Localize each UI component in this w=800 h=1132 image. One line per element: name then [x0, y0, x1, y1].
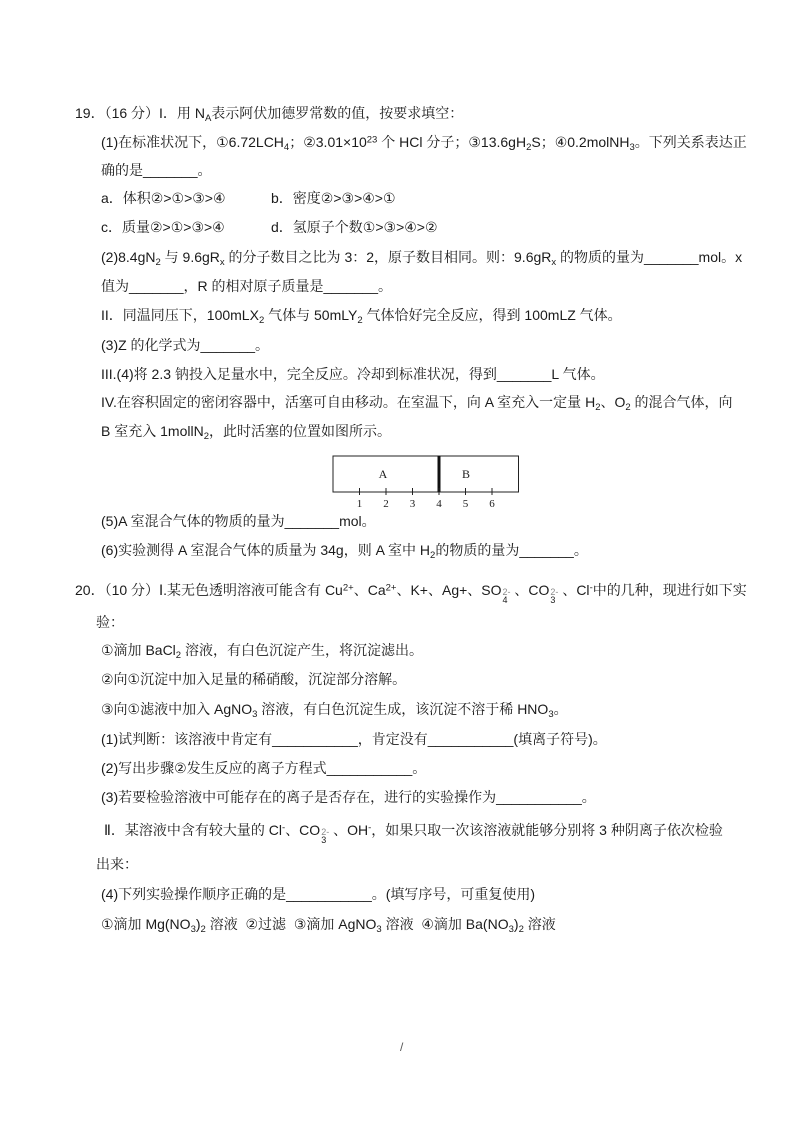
q20-part2: (2)写出步骤②发生反应的离子方程式___________。	[101, 760, 427, 776]
ion-index	[321, 828, 329, 844]
subscript: 2	[625, 401, 631, 413]
text-run: S；④0.2molNH	[531, 134, 630, 150]
text-run: 中的几种，现进行如下实	[592, 582, 747, 598]
q19-section-iv-line2	[101, 422, 391, 440]
scale-label: 5	[462, 498, 469, 510]
ion-charge: 2-	[502, 587, 511, 597]
subscript: 3	[548, 708, 554, 720]
ion-charge: 2-	[550, 587, 559, 597]
text-run: 溶液 ②过滤 ③滴加 AgNO	[205, 916, 377, 932]
text-run: 表示阿伏加德罗常数的值，按要求填空：	[211, 105, 464, 121]
text-run: 气体与 50mLY	[264, 307, 358, 323]
subscript: 4	[283, 141, 290, 153]
chamber-a-label: A	[378, 467, 388, 481]
text-run: Ⅱ．某溶液中含有较大量的 Cl	[104, 822, 283, 838]
text-run: 、Cl	[558, 582, 590, 598]
ion-charge: 2-	[321, 827, 330, 837]
text-run: 溶液，有白色沉淀生成，该沉淀不溶于稀 HNO	[257, 701, 549, 717]
ion-count: 3	[550, 595, 556, 605]
text-run: 的物质的量为_______mol。x	[556, 249, 743, 265]
text-run: )	[513, 916, 519, 932]
subscript: 2	[518, 923, 524, 935]
text-run: 个 HCl 分子；③13.6gH	[377, 134, 527, 150]
scale-label: 6	[489, 498, 495, 510]
subscript: 2	[357, 314, 363, 326]
q19-part6	[101, 541, 588, 559]
subscript: 3	[190, 923, 196, 935]
page-footer-mark: /	[400, 1040, 404, 1054]
subscript: 2	[203, 430, 209, 442]
q20-section-ii-line1	[104, 821, 723, 845]
q20-part1: (1)试判断：该溶液中肯定有___________，肯定没有___________(填离子符号)。	[101, 731, 607, 747]
text-run: 、OH	[329, 822, 369, 838]
text-run: IV.在容积固定的密闭容器中，活塞可自由移动。在室温下，向 A 室充入一定量 H	[101, 394, 596, 410]
text-run: 、CO	[285, 822, 321, 838]
superscript: -	[368, 822, 372, 834]
text-run: 、CO	[510, 582, 550, 598]
text-run: ；②3.01×10	[289, 134, 367, 150]
scale-label: 1	[356, 498, 363, 510]
q19-part3: (3)Z 的化学式为_______。	[101, 337, 270, 353]
superscript: -	[589, 582, 593, 594]
subscript: 2	[526, 141, 532, 153]
scale-label: 4	[436, 498, 442, 510]
scale-label: 2	[383, 498, 389, 510]
subscript: x	[219, 256, 225, 268]
text-run: 19．（16 分）I．用 N	[75, 105, 205, 121]
text-run: 20．（10 分）Ⅰ.某无色透明溶液可能含有 Cu	[75, 582, 343, 598]
q20-operation-options	[101, 915, 556, 933]
subscript: 2	[155, 256, 161, 268]
text-run: ①滴加 Mg(NO	[101, 916, 191, 932]
subscript: 3	[376, 923, 382, 935]
text-run: (2)8.4gN	[101, 249, 156, 265]
superscript: 23	[366, 134, 378, 146]
ion-count: 3	[321, 835, 327, 845]
text-run: 溶液 ④滴加 Ba(NO	[381, 916, 509, 932]
q19-option-b: b．密度②>③>④>①	[271, 190, 396, 206]
text-run: 。下列关系表达正	[634, 134, 747, 150]
scale-label: 3	[409, 498, 416, 510]
superscript: 2+	[385, 582, 397, 594]
ion-count: 4	[502, 595, 508, 605]
q20-step2: ②向①沉淀中加入足量的稀硝酸，沉淀部分溶解。	[101, 671, 407, 687]
q20-intro-line2: 验：	[96, 614, 124, 630]
text-run: 的物质的量为_______。	[435, 542, 588, 558]
q20-intro-line1	[75, 581, 747, 605]
subscript: A	[204, 112, 212, 124]
text-run: 。	[553, 701, 568, 717]
q20-section-ii-line2: 出来：	[96, 856, 138, 872]
text-run: B 室充入 1mollN	[101, 423, 204, 439]
text-run: 的混合气体，向	[630, 394, 733, 410]
chamber-b-label: B	[461, 467, 471, 481]
subscript: 2	[175, 649, 182, 661]
q20-step3	[101, 700, 568, 718]
q19-part4: III.(4)将 2.3 钠投入足量水中，完全反应。冷却到标准状况，得到_______L 气体。	[101, 366, 605, 382]
ion-index	[503, 588, 511, 604]
text-run: (6)实验测得 A 室混合气体的质量为 34g，则 A 室中 H	[101, 542, 431, 558]
text-run: 溶液	[523, 916, 556, 932]
text-run: 气体恰好完全反应，得到 100mLZ 气体。	[362, 307, 622, 323]
text-run: ，如果只取一次该溶液就能够分别将 3 种阴离子依次检验	[371, 822, 723, 838]
piston-container-diagram	[330, 452, 530, 514]
text-run: 、K+、Ag+、SO	[396, 582, 502, 598]
text-run: 溶液，有白色沉淀产生，将沉淀滤出。	[181, 642, 423, 658]
q19-option-c: c．质量②>①>③>④	[101, 219, 225, 235]
subscript: 3	[629, 141, 635, 153]
subscript: 2	[430, 549, 436, 561]
subscript: 2	[200, 923, 206, 935]
container-outline	[333, 456, 519, 492]
q19-section-ii	[101, 306, 622, 324]
q19-option-a: a．体积②>①>③>④	[101, 190, 226, 206]
text-run: (1)在标准状况下，①6.72LCH	[101, 134, 284, 150]
text-run: 的分子数目之比为 3：2，原子数目相同。则：9.6gR	[224, 249, 552, 265]
q19-intro	[75, 104, 463, 122]
q20-part3: (3)若要检验溶液中可能存在的离子是否存在，进行的实验操作为___________。	[101, 789, 596, 805]
text-run: ①滴加 BaCl	[101, 642, 176, 658]
q19-part1-line2: 确的是_______。	[101, 162, 212, 178]
q19-part2-line2: 值为_______，R 的相对原子质量是_______。	[101, 278, 393, 294]
text-run: )	[195, 916, 201, 932]
text-run: II．同温同压下，100mLX	[101, 307, 259, 323]
text-run: 、Ca	[353, 582, 386, 598]
superscript: 2+	[342, 582, 354, 594]
subscript: x	[551, 256, 557, 268]
q19-part1-line1	[101, 133, 747, 151]
subscript: 2	[258, 314, 265, 326]
superscript: -	[282, 822, 286, 834]
text-run: ③向①滤液中加入 AgNO	[101, 701, 253, 717]
subscript: 3	[508, 923, 514, 935]
subscript: 2	[595, 401, 601, 413]
text-run: 、O	[600, 394, 626, 410]
text-run: ，此时活塞的位置如图所示。	[208, 423, 391, 439]
subscript: 3	[252, 708, 258, 720]
q19-part5: (5)A 室混合气体的物质的量为_______mol。	[101, 513, 376, 529]
q19-section-iv-line1	[101, 393, 733, 411]
q19-part2-line1	[101, 248, 742, 266]
q20-step1	[101, 641, 423, 659]
q19-option-d: d．氢原子个数①>③>④>②	[271, 219, 438, 235]
q20-part4: (4)下列实验操作顺序正确的是___________。(填写序号，可重复使用)	[101, 886, 536, 902]
text-run: 与 9.6gR	[160, 249, 220, 265]
